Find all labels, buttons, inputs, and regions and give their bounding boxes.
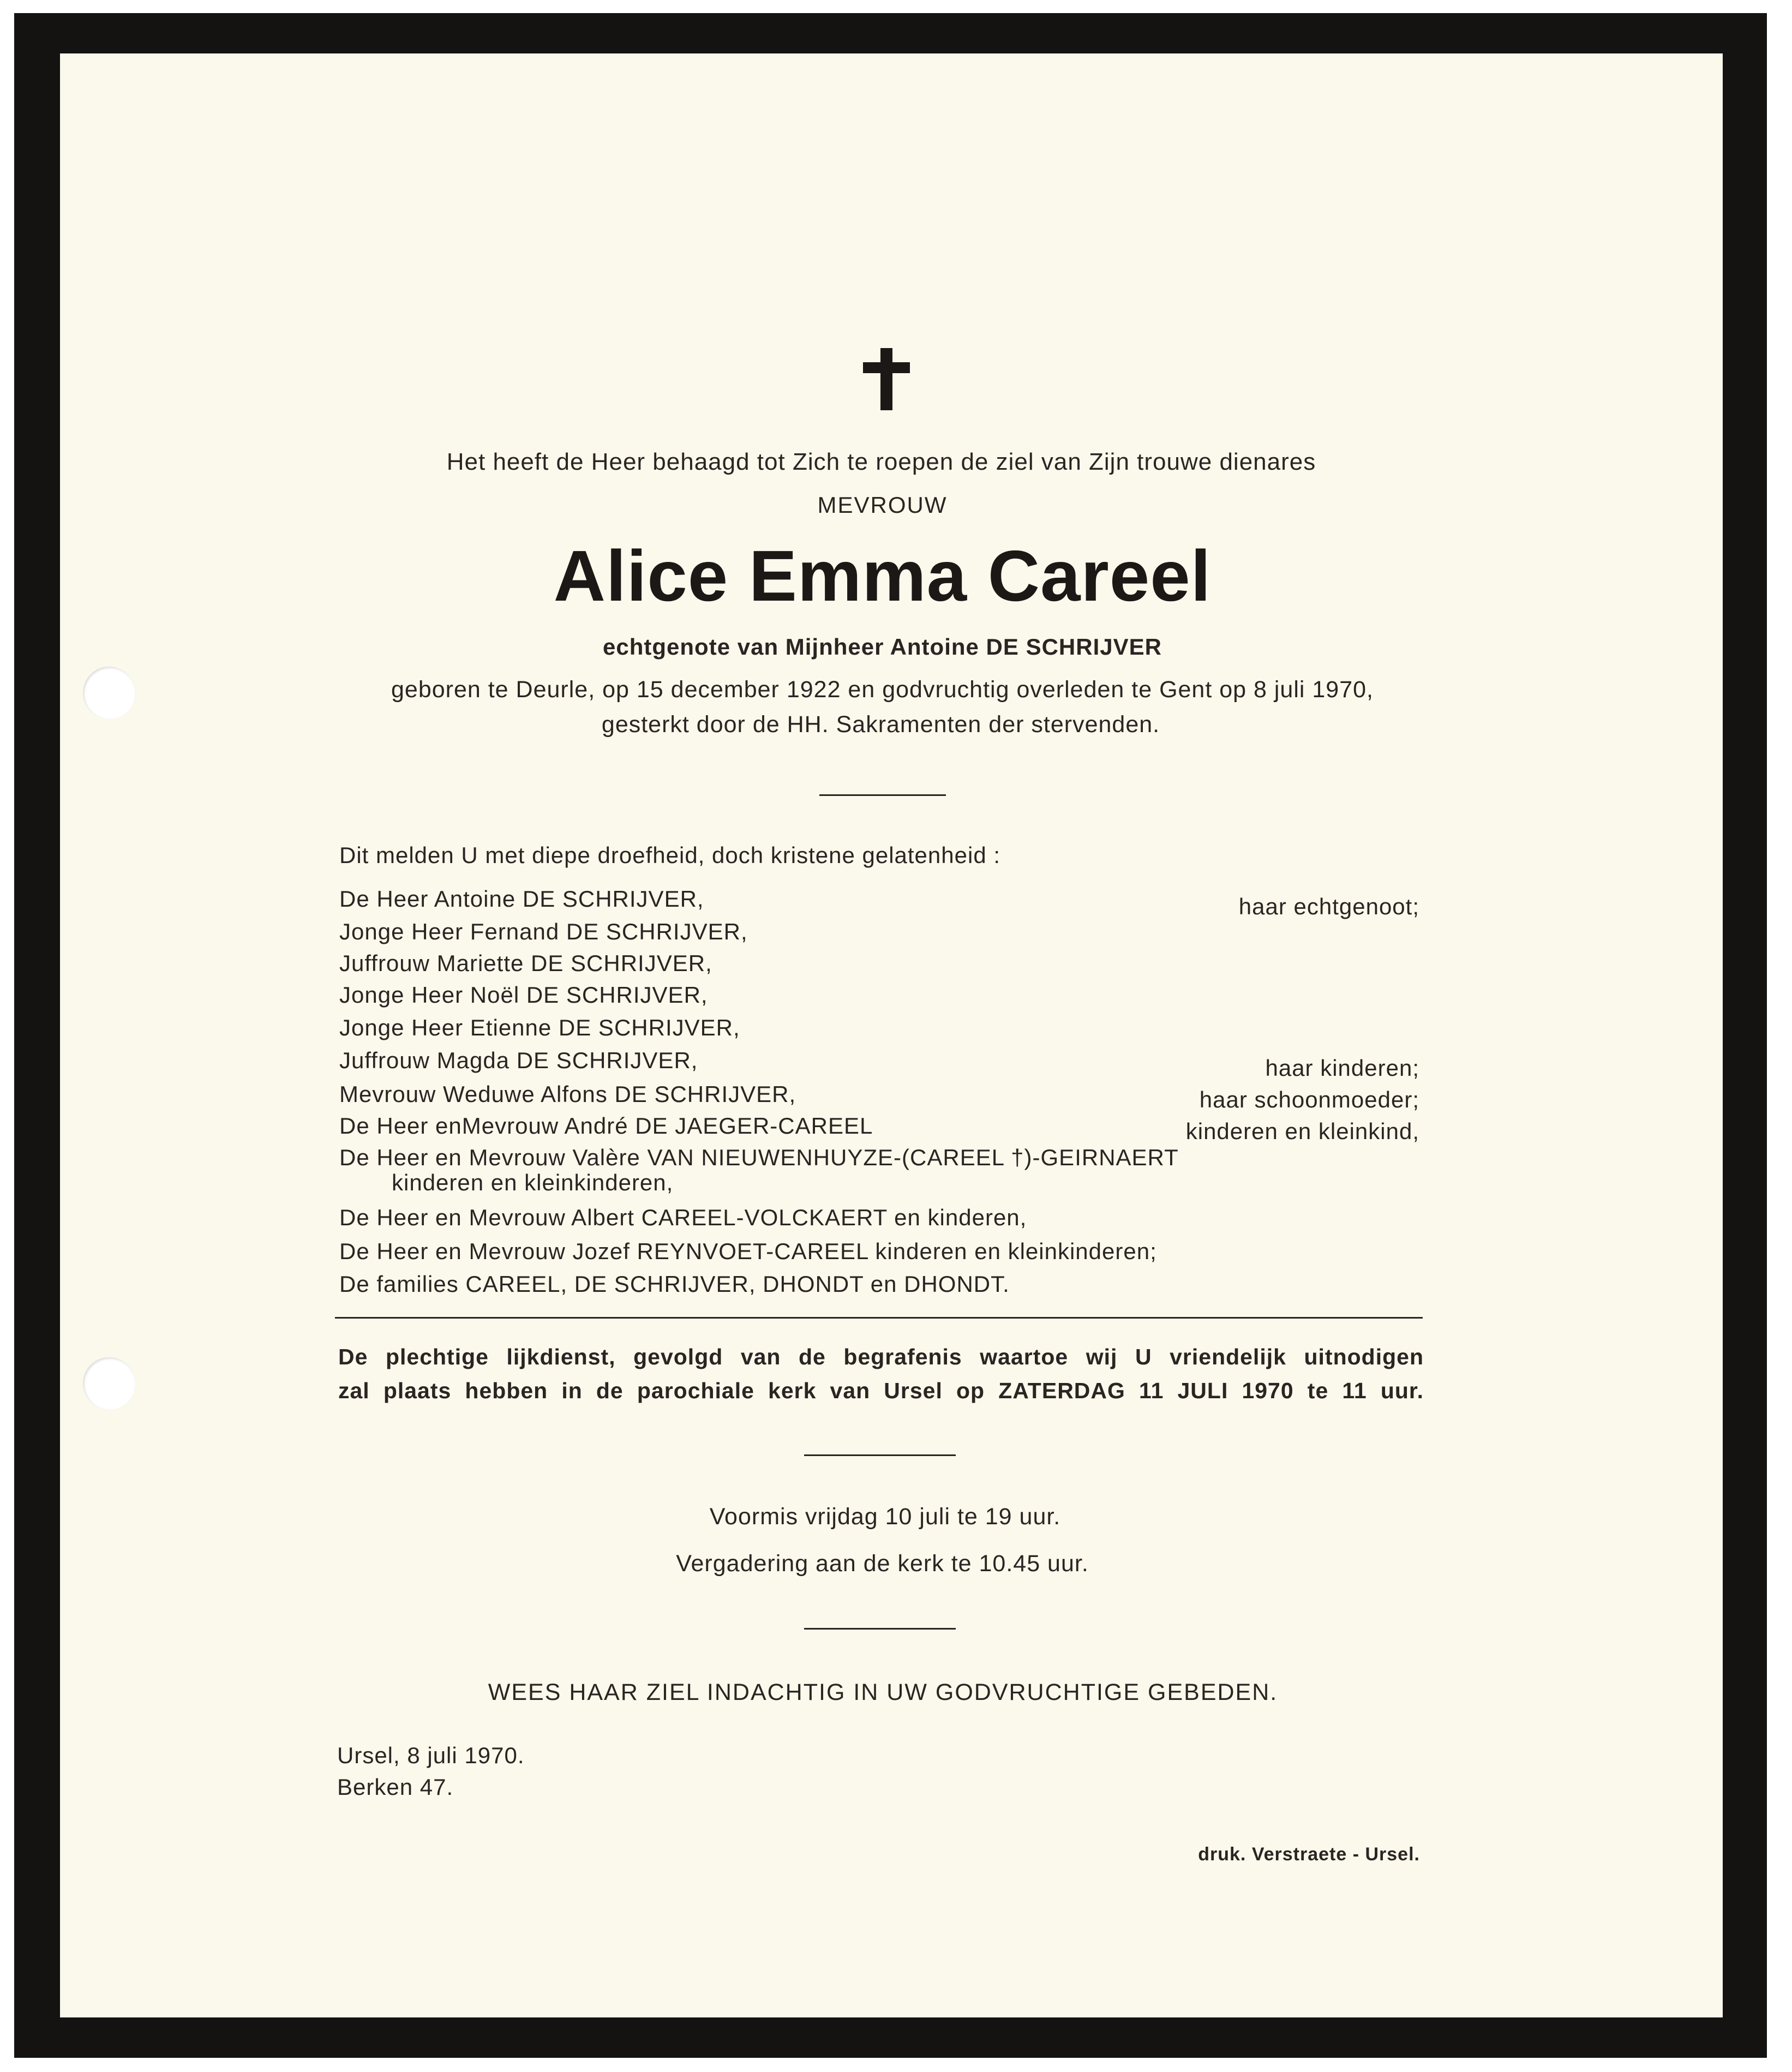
family-name: De families CAREEL, DE SCHRIJVER, DHONDT en DHONDT. [339, 1271, 1010, 1297]
family-role: haar schoonmoeder; [1199, 1087, 1419, 1112]
cross-icon [863, 348, 910, 410]
printer-credit: druk. Verstraete - Ursel. [1198, 1844, 1420, 1865]
family-row [339, 1205, 1419, 1237]
family-name: Mevrouw Weduwe Alfons DE SCHRIJVER, [339, 1081, 796, 1107]
intro-text: Het heeft de Heer behaagd tot Zich te roepen de ziel van Zijn trouwe dienares [446, 448, 1316, 475]
divider-1 [819, 794, 946, 796]
family-name: Juffrouw Magda DE SCHRIJVER, [339, 1047, 698, 1073]
family-name: De Heer enMevrouw André DE JAEGER-CAREEL [339, 1113, 873, 1139]
announcement-line: Dit melden U met diepe droefheid, doch kristene gelatenheid : [339, 842, 1001, 868]
service-line-1: De plechtige lijkdienst, gevolgd van de begrafenis waartoe wij U vriendelijk uitnodigen [338, 1344, 1424, 1369]
family-name: De Heer Antoine DE SCHRIJVER, [339, 886, 704, 912]
mass-line: Voormis vrijdag 10 juli te 19 uur. [709, 1504, 1061, 1530]
family-role: haar echtgenoot; [1238, 894, 1419, 919]
family-row [339, 1047, 1419, 1080]
family-name: Jonge Heer Etienne DE SCHRIJVER, [339, 1015, 740, 1040]
birth-death-line: geboren te Deurle, op 15 december 1922 en godvruchtig overleden te Gent op 8 juli 1970, [391, 676, 1374, 703]
family-name: Jonge Heer Noël DE SCHRIJVER, [339, 982, 708, 1008]
family-row [339, 950, 1419, 983]
place-date: Ursel, 8 juli 1970. [337, 1742, 525, 1768]
family-row [339, 1170, 1419, 1202]
family-name: De Heer en Mevrouw Albert CAREEL-VOLCKAERT en kinderen, [339, 1205, 1027, 1230]
divider-long [335, 1317, 1423, 1319]
family-name: De Heer en Mevrouw Jozef REYNVOET-CAREEL kinderen en kleinkinderen; [339, 1238, 1157, 1264]
family-row [339, 1081, 1419, 1114]
family-row [339, 919, 1419, 951]
sacraments-line: gesterkt door de HH. Sakramenten der stervenden. [601, 711, 1160, 738]
family-role: kinderen en kleinkind, [1185, 1118, 1419, 1144]
service-line-2: zal plaats hebben in de parochiale kerk van Ursel op ZATERDAG 11 JULI 1970 te 11 uur. [338, 1378, 1424, 1403]
family-role: haar kinderen; [1265, 1055, 1419, 1081]
punch-hole-bottom [83, 1357, 135, 1410]
prayer-line: WEES HAAR ZIEL INDACHTIG IN UW GODVRUCHTIGE GEBEDEN. [488, 1679, 1278, 1705]
deceased-name: Alice Emma Careel [553, 536, 1212, 616]
family-name: Juffrouw Mariette DE SCHRIJVER, [339, 950, 712, 976]
family-row [339, 1015, 1419, 1047]
spouse-line: echtgenote van Mijnheer Antoine DE SCHRIJVER [603, 634, 1162, 660]
family-name: De Heer en Mevrouw Valère VAN NIEUWENHUYZE-(CAREEL †)-GEIRNAERT [339, 1145, 1179, 1170]
gathering-line: Vergadering aan de kerk te 10.45 uur. [676, 1550, 1089, 1577]
title-prefix: MEVROUW [817, 492, 948, 518]
family-name: kinderen en kleinkinderen, [392, 1170, 674, 1195]
family-row [339, 1238, 1419, 1271]
address: Berken 47. [337, 1774, 454, 1800]
divider-2 [804, 1454, 956, 1456]
family-row [339, 982, 1419, 1015]
divider-3 [804, 1628, 956, 1630]
family-row [339, 1113, 1419, 1146]
family-row [339, 886, 1419, 919]
family-name: Jonge Heer Fernand DE SCHRIJVER, [339, 919, 748, 944]
family-row [339, 1271, 1419, 1304]
